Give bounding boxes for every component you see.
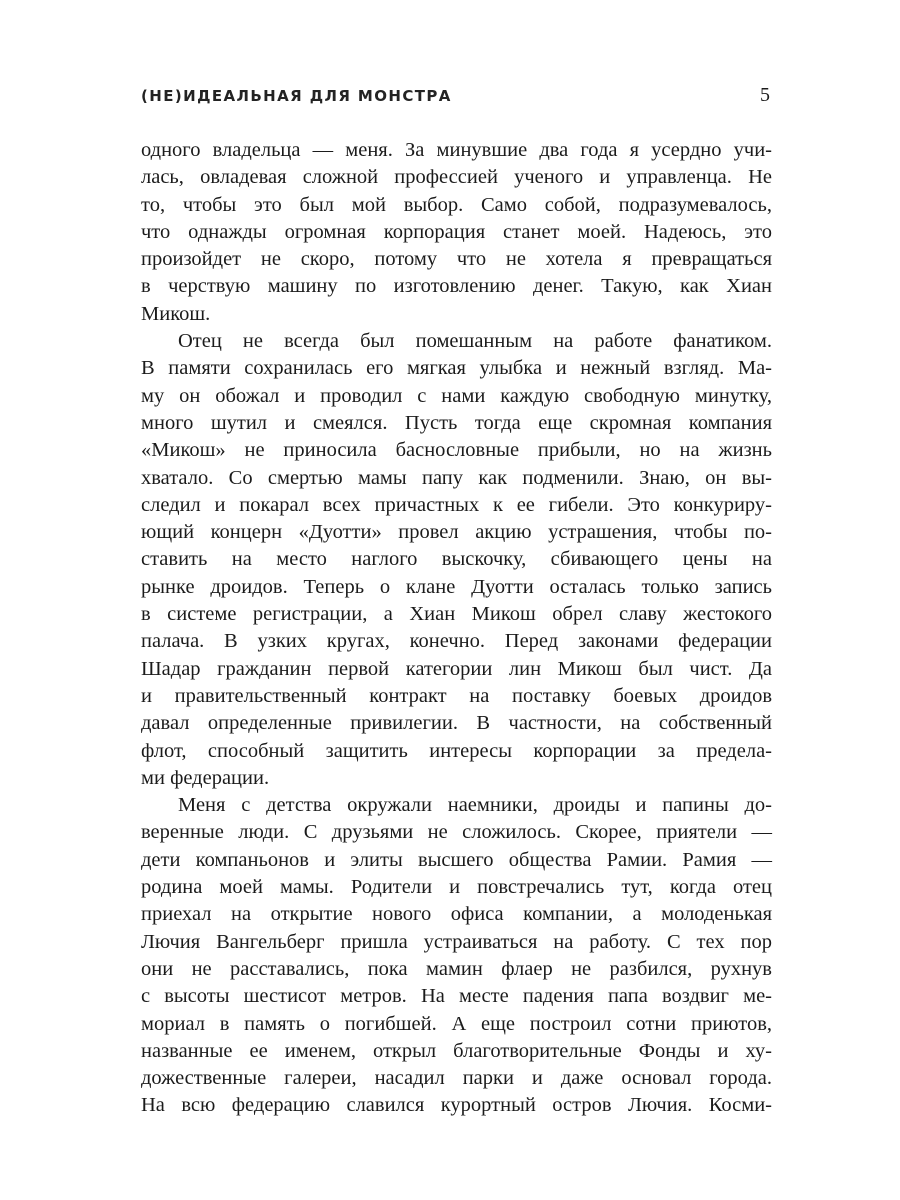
text-line: много шутил и смеялся. Пусть тогда еще скромная компания (141, 411, 772, 434)
text-line: в черствую машину по изготовлению денег. Такую, как Хиан (141, 275, 772, 298)
text-line: одного владельца — меня. За минувшие два года я усердно учи- (141, 139, 772, 161)
text-line: родина моей мамы. Родители и повстречались тут, когда отец (141, 876, 772, 899)
text-line: рынке дроидов. Теперь о клане Дуотти осталась только запись (141, 575, 772, 598)
text-line: Микош. (141, 302, 211, 325)
text-line: ющий концерн «Дуотти» провел акцию устрашения, чтобы по- (141, 521, 772, 544)
text-line: В памяти сохранилась его мягкая улыбка и нежный взгляд. Ма- (141, 357, 772, 380)
text-line: дожественные галереи, насадил парки и даже основал города. (141, 1067, 772, 1090)
paragraph (141, 792, 772, 1120)
text-line: приехал на открытие нового офиса компании, а молоденькая (141, 903, 772, 926)
text-line: ми федерации. (141, 766, 270, 789)
paragraph (141, 137, 772, 328)
text-line: в системе регистрации, а Хиан Микош обрел славу жестокого (141, 603, 772, 626)
text-line: «Микош» не приносила баснословные прибыли, но на жизнь (141, 439, 772, 462)
text-line: На всю федерацию славился курортный остров Лючия. Косми- (141, 1094, 772, 1117)
running-title: (НЕ)ИДЕАЛЬНАЯ ДЛЯ МОНСТРА (141, 87, 452, 105)
text-line: флот, способный защитить интересы корпорации за предела- (141, 739, 772, 762)
text-line: хватало. Со смертью мамы папу как подменили. Знаю, он вы- (141, 466, 772, 489)
text-line: ставить на место наглого выскочку, сбивающего цены на (141, 548, 772, 571)
text-line: то, чтобы это был мой выбор. Само собой, подразумевалось, (141, 193, 772, 216)
text-line: мориал в память о погибшей. А еще построил сотни приютов, (141, 1012, 772, 1035)
text-line: названные ее именем, открыл благотворительные Фонды и ху- (141, 1039, 772, 1062)
text-line: они не расставались, пока мамин флаер не разбился, рухнув (141, 957, 772, 980)
text-line: веренные люди. С друзьями не сложилось. Скорее, приятели — (141, 821, 772, 844)
text-line: палача. В узких кругах, конечно. Перед законами федерации (141, 630, 772, 653)
text-line: и правительственный контракт на поставку боевых дроидов (141, 684, 772, 707)
text-line: дети компаньонов и элиты высшего общества Рамии. Рамия — (141, 848, 772, 871)
running-header (141, 84, 770, 107)
text-line: Меня с детства окружали наемники, дроиды и папины до- (178, 794, 772, 817)
paragraph (141, 328, 772, 792)
text-line: следил и покарал всех причастных к ее гибели. Это конкуриру- (141, 493, 772, 516)
text-line: с высоты шестисот метров. На месте падения папа воздвиг ме- (141, 985, 772, 1008)
text-line: что однажды огромная корпорация станет моей. Надеюсь, это (141, 220, 772, 243)
text-line: му он обожал и проводил с нами каждую свободную минутку, (141, 384, 772, 407)
text-line: произойдет не скоро, потому что не хотела я превращаться (141, 248, 772, 271)
text-line: Отец не всегда был помешанным на работе фанатиком. (178, 330, 772, 353)
page-number: 5 (760, 84, 770, 106)
text-line: Лючия Вангельберг пришла устраиваться на работу. С тех пор (141, 930, 772, 953)
text-line: давал определенные привилегии. В частности, на собственный (141, 712, 772, 735)
page-body (141, 137, 772, 1120)
text-line: Шадар гражданин первой категории лин Микош был чист. Да (141, 657, 772, 680)
text-line: лась, овладевая сложной профессией ученого и управленца. Не (141, 166, 772, 189)
